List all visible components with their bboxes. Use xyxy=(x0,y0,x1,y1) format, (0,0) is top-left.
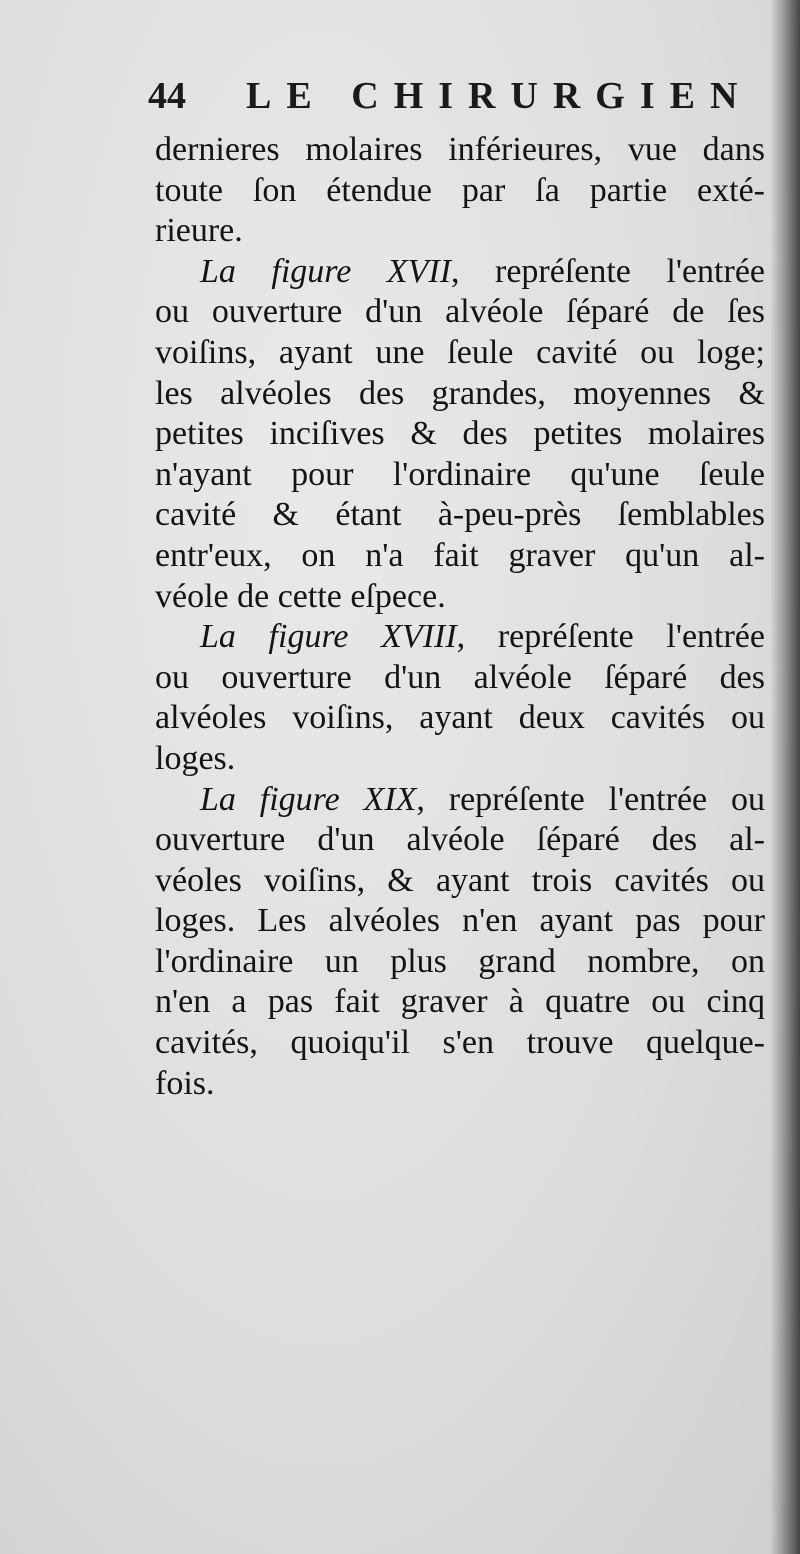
text-line: l'ordinaire un plus grand nombre, on xyxy=(155,942,765,980)
text-line: toute ſon étendue par ſa partie exté- xyxy=(155,171,765,209)
text-line: n'ayant pour l'ordinaire qu'une ſeule xyxy=(155,455,765,493)
text-line: cavités, quoiqu'il s'en trouve quelque- xyxy=(155,1024,765,1062)
text-line: les alvéoles des grandes, moyennes & xyxy=(155,374,765,412)
page-gutter-shadow xyxy=(770,0,800,1554)
text-line: voiſins, ayant une ſeule cavité ou loge; xyxy=(155,333,765,371)
paragraph xyxy=(155,780,765,1105)
text-line: ou ouverture d'un alvéole ſéparé de ſes xyxy=(155,293,765,331)
paragraph xyxy=(155,617,765,779)
text-line: entr'eux, on n'a fait graver qu'un al- xyxy=(155,536,765,574)
text-line: véoles voiſins, & ayant trois cavités ou xyxy=(155,861,765,899)
running-head: LE CHIRURGIEN xyxy=(246,75,753,117)
body-text xyxy=(155,130,765,1104)
text-line: alvéoles voiſins, ayant deux cavités ou xyxy=(155,699,765,737)
text-fragment: , repréſente l'entrée xyxy=(456,618,765,656)
figure-reference: La figure XIX xyxy=(200,780,417,818)
text-line xyxy=(155,617,765,658)
text-fragment: , repréſente l'entrée ou xyxy=(416,780,765,818)
text-line: petites inciſives & des petites molaires xyxy=(155,415,765,453)
text-line: véole de cette eſpece. xyxy=(155,577,446,615)
text-line: cavité & étant à-peu-près ſemblables xyxy=(155,496,765,534)
page-number: 44 xyxy=(148,75,186,117)
text-line xyxy=(155,780,765,821)
text-line: loges. xyxy=(155,739,236,777)
text-line: rieure. xyxy=(155,212,243,250)
text-line: fois. xyxy=(155,1064,215,1102)
text-line: loges. Les alvéoles n'en ayant pas pour xyxy=(155,902,765,940)
figure-reference: La figure XVIII xyxy=(200,618,457,656)
paragraph xyxy=(155,130,765,252)
page-header xyxy=(148,72,768,122)
text-line: ouverture d'un alvéole ſéparé des al- xyxy=(155,821,765,859)
figure-reference: La figure XVII xyxy=(200,252,452,290)
text-fragment: , repréſente l'entrée xyxy=(451,252,765,290)
text-line xyxy=(155,252,765,293)
text-line: ou ouverture d'un alvéole ſéparé des xyxy=(155,658,765,696)
text-line: dernieres molaires inférieures, vue dans xyxy=(155,131,765,168)
text-line: n'en a pas fait graver à quatre ou cinq xyxy=(155,983,765,1021)
paragraph xyxy=(155,252,765,617)
